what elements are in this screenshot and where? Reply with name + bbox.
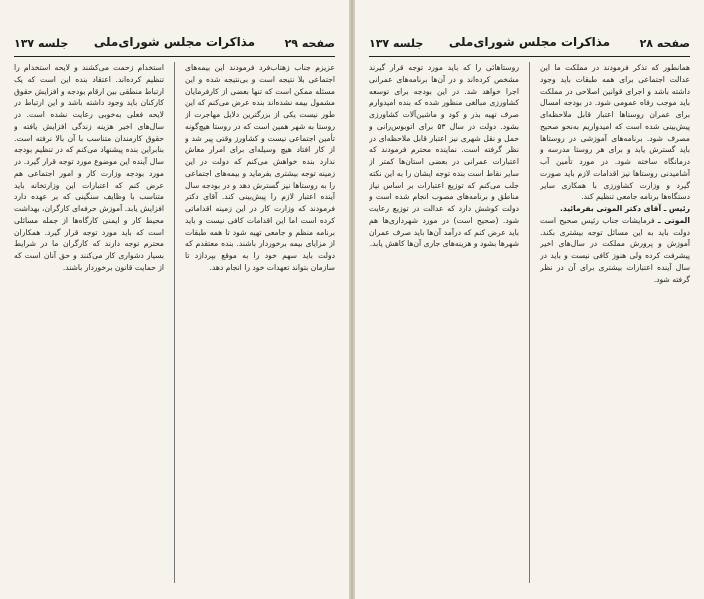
- session-number: جلسه ۱۳۷: [369, 37, 424, 50]
- header-rule: [14, 56, 335, 57]
- session-number: جلسه ۱۳۷: [14, 37, 69, 50]
- paragraph: عزیزم جناب زهتاب‌فرد فرمودند این بیمه‌های اجتماعی بلا نتیجه است و بی‌نتیجه شده و این مسئله ممکن است که تنها بعضی از کارفرمایان مشمول بیمه نشده‌اند بنده عرض می‌کنم که این طور نیست یکی از بزرگترین دلایل مهاجرت از روستا به شهر همین است که در روستا هیچ‌گونه تأمین اجتماعی نیست و کشاورز وقتی پیر شد و از کار افتاد هیچ وسیله‌ای برای امرار معاش ندارد بنده خواهش می‌کنم که دولت در این زمینه توجه بیشتری بفرماید و بیمه‌های اجتماعی را به روستاها نیز گسترش دهد و در بودجه سال آینده اعتبار لازم را پیش‌بینی کند. آقای دکتر فرمودند که وزارت کار در این زمینه اقداماتی کرده است اما این اقدامات کافی نیست و باید برنامه منظم و جامعی تهیه شود تا همه طبقات از مزایای بیمه برخوردار باشند. بنده معتقدم که دولت باید سهم خود را به موقع بپردازد تا سازمان بتواند تعهدات خود را انجام دهد.: [185, 63, 335, 272]
- paragraph: روستاهائی را که باید مورد توجه قرار گیرند مشخص کرده‌اند و در آن‌ها برنامه‌های عمرانی اجرا خواهد شد. در این بودجه برای توسعه کشاورزی مبالغی منظور شده که بنده امیدوارم صرف تهیه بذر و کود و ماشین‌آلات کشاورزی بشود. دولت در سال ۵۳ برای اتوبوس‌رانی و حمل و نقل شهری نیز اعتبار قابل ملاحظه‌ای در نظر گرفته است. نماینده محترم فرمودند که اعتبارات عمرانی در بعضی استان‌ها کمتر از سایر نقاط است بنده توجه ایشان را به این نکته جلب می‌کنم که توزیع اعتبارات بر اساس نیاز مناطق و برنامه‌های مصوب انجام شده است و دولت کوشش دارد که عدالت در توزیع رعایت شود. (صحیح است) در مورد شهرداری‌ها هم باید عرض کنم که درآمد آن‌ها باید صرف عمران شهرها بشود و هزینه‌های جاری آن‌ها کاهش یابد.: [369, 63, 519, 249]
- page-header: [14, 34, 335, 56]
- text-column-right: [540, 62, 690, 585]
- header-rule: [369, 56, 690, 57]
- page-left: [0, 0, 349, 599]
- running-title: مذاکرات مجلس شورای‌ملی: [448, 35, 611, 49]
- speaker-name: الموتی ـ: [657, 215, 690, 225]
- page-right: [355, 0, 704, 599]
- text-column-left: [369, 62, 519, 585]
- page-number: صفحه ۲۹: [284, 37, 335, 50]
- column-divider: [174, 62, 175, 583]
- text-column-right: [185, 62, 335, 585]
- column-divider: [529, 62, 530, 583]
- speaker-line: رئیس ـ آقای دکتر الموتی بفرمائید.: [559, 204, 690, 213]
- running-title: مذاکرات مجلس شورای‌ملی: [93, 35, 256, 49]
- paragraph: فرمایشات جناب رئیس صحیح است دولت باید به این مسائل توجه بیشتری بکند. آموزش و پرورش مملکت در سال‌های اخیر پیشرفت کرده ولی هنوز کافی نیست و باید در سال آینده اعتبارات بیشتری برای آن در نظر گرفته شود.: [540, 215, 690, 284]
- page-number: صفحه ۲۸: [639, 37, 690, 50]
- paragraph: استخدام زحمت می‌کشند و لایحه استخدام را تنظیم کرده‌اند. اعتقاد بنده این است که یک ارتباط منطقی بین ارقام بودجه و افزایش حقوق کارکنان باید وجود داشته باشد و این ارتباط در لایحه فعلی به‌خوبی رعایت نشده است. در سال‌های اخیر هزینه زندگی افزایش یافته و حقوق کارمندان متناسب با آن بالا نرفته است. بنابراین بنده پیشنهاد می‌کنم که در تنظیم بودجه سال آینده این موضوع مورد توجه قرار گیرد. در مورد بودجه وزارت کار و امور اجتماعی هم عرض کنم که اعتبارات این وزارتخانه باید متناسب با وظایف سنگینی که بر عهده دارد افزایش یابد. آموزش حرفه‌ای کارگران، بهداشت محیط کار و ایمنی کارگاه‌ها از جمله مسائلی است که باید مورد توجه قرار گیرد. همکاران محترم توجه دارند که کارگران ما در شرایط بسیار دشواری کار می‌کنند و حق آنان است که از حمایت قانون برخوردار باشند.: [14, 63, 164, 272]
- text-column-left: [14, 62, 164, 585]
- page-header: [369, 34, 690, 56]
- paragraph: همانطور که تذکر فرمودند در مملکت ما این عدالت اجتماعی برای همه طبقات باید وجود داشته باشد و اجرای قوانین اصلاحی در مملکت باید موجب رفاه عمومی شود. در بودجه امسال برای عمران روستاها اعتبار قابل ملاحظه‌ای پیش‌بینی شده است که امیدواریم به‌نحو صحیح مصرف شود. برنامه‌های آموزشی در روستاها باید گسترش یابد و برای هر روستا مدرسه و درمانگاه ساخته شود. در مورد تأمین آب آشامیدنی روستاها نیز اقدامات لازم باید صورت گیرد و وزارت کشاورزی با همکاری سایر دستگاه‌ها برنامه جامعی تنظیم کند.: [540, 63, 690, 202]
